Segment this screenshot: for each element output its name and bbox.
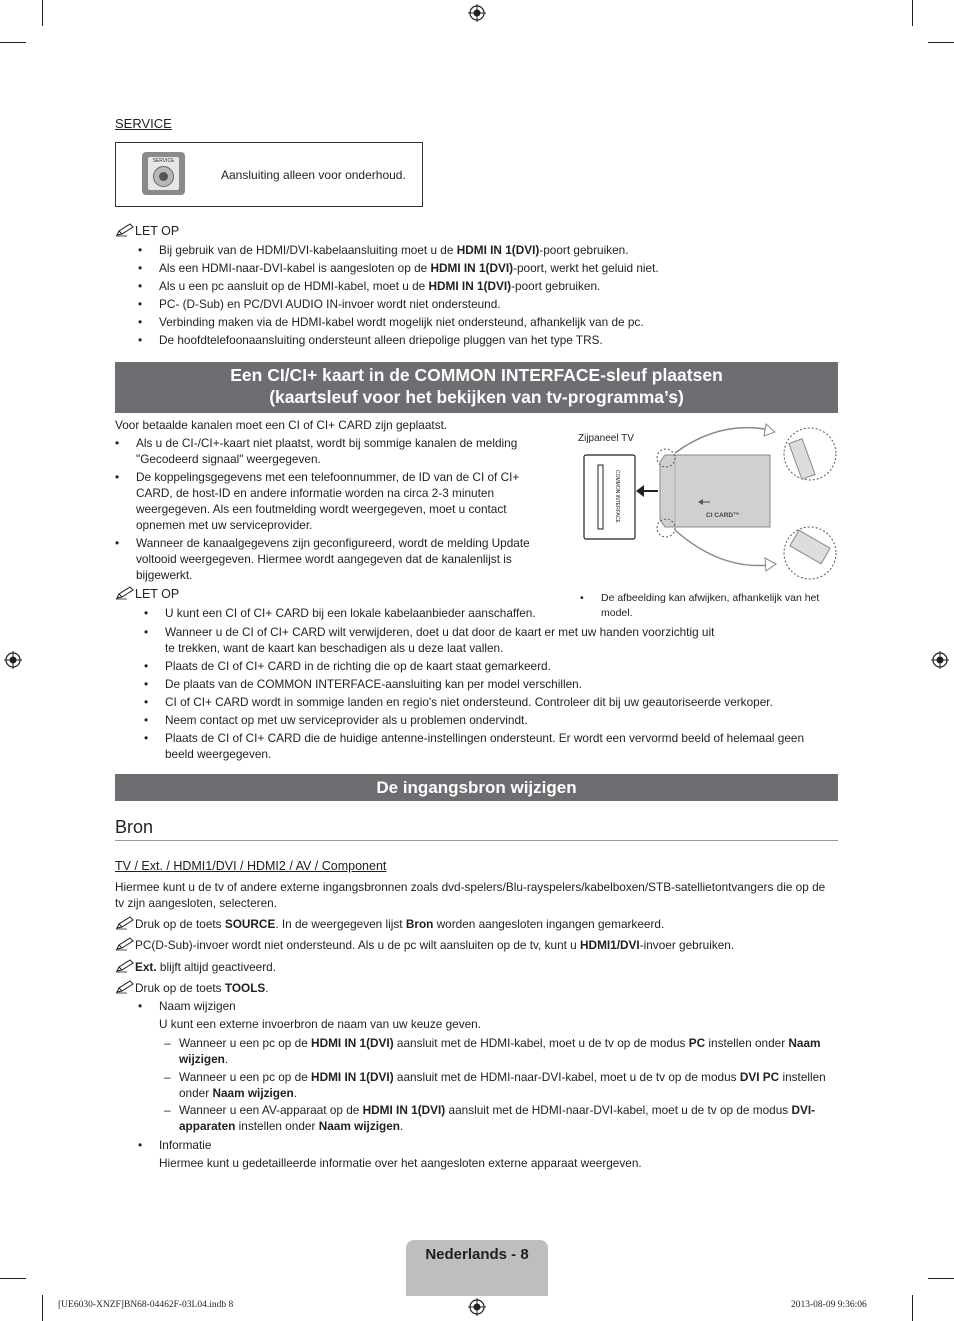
figure-note xyxy=(601,591,841,621)
rename-description: U kunt een externe invoerbron de naam van uw keuze geven. xyxy=(159,1017,481,1031)
source-note: Druk op de toets TOOLS. xyxy=(115,980,835,996)
source-note: Druk op de toets SOURCE. In de weergegeven lijst Bron worden aangesloten ingangen gemarkeerd. xyxy=(115,916,835,932)
rename-detail: – Wanneer u een pc op de HDMI IN 1(DVI) aansluit met de HDMI-naar-DVI-kabel, moet u de tv op de modus DVI PC instellen onder Naam wijzigen. xyxy=(164,1070,826,1100)
list-item: • U kunt een CI of CI+ CARD bij een lokale kabelaanbieder aanschaffen. xyxy=(165,605,545,621)
list-item: • Wanneer de kanaalgegevens zijn geconfigureerd, wordt de melding Update voltooid weergegeven. Hiermee wordt aangegeven dat de kanalenlijst is bijgewerkt. xyxy=(136,535,536,583)
section-title-source: De ingangsbron wijzigen xyxy=(115,774,838,801)
source-note: Ext. blijft altijd geactiveerd. xyxy=(115,959,835,975)
pencil-note-icon xyxy=(115,959,135,973)
pencil-note-icon xyxy=(115,916,135,930)
ci-card-label: CI CARD™ xyxy=(706,512,740,519)
ci-note-list-wide xyxy=(165,624,825,762)
rename-detail: – Wanneer u een pc op de HDMI IN 1(DVI) aansluit met de HDMI-kabel, moet u de tv op de modus PC instellen onder Naam wijzigen. xyxy=(164,1036,821,1066)
registration-mark-icon xyxy=(4,651,22,669)
list-item: • Informatie xyxy=(159,1137,839,1153)
print-slug-left: [UE6030-XNZF]BN68-04462F-03L04.indb 8 xyxy=(58,1300,234,1310)
list-item: • De hoofdtelefoonaansluiting ondersteunt alleen driepolige pluggen van het type TRS. xyxy=(159,332,839,348)
list-item: • Neem contact op met uw serviceprovider als u problemen ondervindt. xyxy=(165,712,825,728)
ci-list xyxy=(136,435,536,583)
tools-list xyxy=(159,998,839,1014)
pencil-note-icon xyxy=(115,586,135,600)
registration-mark-icon xyxy=(468,4,486,22)
source-list-heading: TV / Ext. / HDMI1/DVI / HDMI2 / AV / Component xyxy=(115,859,387,873)
source-intro: Hiermee kunt u de tv of andere externe ingangsbronnen zoals dvd-spelers/Blu-rayspelers/kabelboxen/STB-satellietontvangers die op de tv zijn aangesloten, selecteren. xyxy=(115,880,826,910)
list-item: • Plaats de CI of CI+ CARD die de huidige antenne-instellingen ondersteunt. Er wordt een vervormd beeld of helemaal geen beeld weergegeven. xyxy=(165,730,825,762)
note-heading: LET OP xyxy=(115,223,179,238)
list-item: • De afbeelding kan afwijken, afhankelijk van het model. xyxy=(601,591,841,621)
slot-label: COMMON INTERFACE xyxy=(614,470,620,523)
figure-label: Zijpaneel TV xyxy=(578,433,634,444)
service-port-icon xyxy=(142,152,185,195)
list-item: • Als u de CI-/CI+-kaart niet plaatst, wordt bij sommige kanalen de melding "Gecodeerd signaal" weergegeven. xyxy=(136,435,536,467)
registration-mark-icon xyxy=(931,651,949,669)
divider xyxy=(115,840,838,841)
list-item: • Wanneer u de CI of CI+ CARD wilt verwijderen, doet u dat door de kaart er met uw handen voorzichtig uit te trekken, want de kaart kan beschadigen als u deze laat vallen. xyxy=(165,624,725,656)
list-item: • Naam wijzigen xyxy=(159,998,839,1014)
rename-detail: – Wanneer u een AV-apparaat op de HDMI IN 1(DVI) aansluit met de HDMI-naar-DVI-kabel, moet u de tv op de modus DVI-apparaten instellen onder Naam wijzigen. xyxy=(164,1103,816,1133)
section-title-ci: Een CI/CI+ kaart in de COMMON INTERFACE-sleuf plaatsen (kaartsleuf voor het bekijken van tv-programma’s) xyxy=(115,362,838,413)
list-item: • Bij gebruik van de HDMI/DVI-kabelaansluiting moet u de HDMI IN 1(DVI)-poort gebruiken. xyxy=(159,242,839,258)
tools-list xyxy=(159,1137,839,1153)
registration-mark-icon xyxy=(468,1298,486,1316)
service-port-label: SERVICE xyxy=(152,158,175,164)
note-list xyxy=(159,242,839,348)
list-item: • De koppelingsgegevens met een telefoonnummer, de ID van de CI of CI+ CARD, de host-ID en andere informatie worden na circa 2-3 minuten weergegeven. Als een foutmelding wordt weergegeven, moet u contact opnemen met uw serviceprovider. xyxy=(136,469,536,533)
list-item: • CI of CI+ CARD wordt in sommige landen en regio's niet ondersteund. Controleer dit bij uw geautoriseerde verkoper. xyxy=(165,694,825,710)
pencil-note-icon xyxy=(115,223,135,237)
list-item: • De plaats van de COMMON INTERFACE-aansluiting kan per model verschillen. xyxy=(165,676,825,692)
page-number: Nederlands - 8 xyxy=(425,1246,529,1263)
list-item: • Als een HDMI-naar-DVI-kabel is aangesloten op de HDMI IN 1(DVI)-poort, werkt het geluid niet. xyxy=(159,260,839,276)
pencil-note-icon xyxy=(115,980,135,994)
source-note: PC(D-Sub)-invoer wordt niet ondersteund. Als u de pc wilt aansluiten op de tv, kunt u HDMI1/DVI-invoer gebruiken. xyxy=(115,937,835,953)
ci-intro: Voor betaalde kanalen moet een CI of CI+ CARD zijn geplaatst. xyxy=(115,418,448,432)
list-item: • Als u een pc aansluit op de HDMI-kabel, moet u de HDMI IN 1(DVI)-poort gebruiken. xyxy=(159,278,839,294)
list-item: • PC- (D-Sub) en PC/DVI AUDIO IN-invoer wordt niet ondersteund. xyxy=(159,296,839,312)
sub-heading-bron: Bron xyxy=(115,817,154,837)
service-label: SERVICE xyxy=(115,116,172,131)
service-description: Aansluiting alleen voor onderhoud. xyxy=(221,168,406,182)
note-heading: LET OP xyxy=(115,586,179,601)
print-slug-right: 2013-08-09 9:36:06 xyxy=(791,1300,867,1310)
list-item: • Verbinding maken via de HDMI-kabel wordt mogelijk niet ondersteund, afhankelijk van de pc. xyxy=(159,314,839,330)
info-description: Hiermee kunt u gedetailleerde informatie over het aangesloten externe apparaat weergeven. xyxy=(159,1156,642,1170)
list-item: • Plaats de CI of CI+ CARD in de richting die op de kaart staat gemarkeerd. xyxy=(165,658,825,674)
ci-note-list xyxy=(165,605,545,621)
pencil-note-icon xyxy=(115,937,135,951)
